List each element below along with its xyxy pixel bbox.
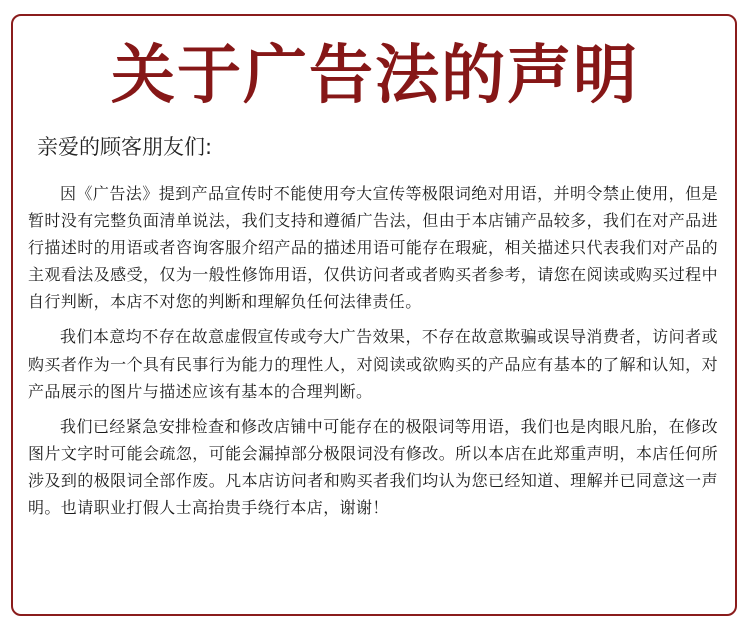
greeting: 亲爱的顾客朋友们: [37,135,213,159]
paragraph-no-intent: 我们本意均不存在故意虚假宣传或夸大广告效果，不存在故意欺骗或误导消费者，访问者或购买者作为一个具有民事行为能力的理性人，对阅读或欲购买的产品应有基本的了解和认知，对产品展示的图片与描述应该有基本的合理判断。 [28,327,718,401]
notice-title: 关于广告法的声明 [111,39,639,113]
paragraph-advertising-law: 因《广告法》提到产品宣传时不能使用夸大宣传等极限词绝对用语，并明令禁止使用，但是暂时没有完整负面清单说法，我们支持和遵循广告法，但由于本店铺产品较多，我们在对产品进行描述时的用语或者咨询客服介绍产品的描述用语可能存在瑕疵，相关描述只代表我们对产品的主观看法及感受，仅为一般性修饰用语，仅供访问者或者购买者参考，请您在阅读或购买过程中自行判断，本店不对您的判断和理解负任何法律责任。 [28,184,718,312]
notice-body [28,180,718,529]
paragraph-correction: 我们已经紧急安排检查和修改店铺中可能存在的极限词等用语，我们也是肉眼凡胎，在修改图片文字时可能会疏忽，可能会漏掉部分极限词没有修改。所以本店在此郑重声明，本店任何所涉及到的极限词全部作废。凡本店访问者和购买者我们均认为您已经知道、理解并已同意这一声明。也请职业打假人士高抬贵手绕行本店，谢谢！ [28,416,718,518]
